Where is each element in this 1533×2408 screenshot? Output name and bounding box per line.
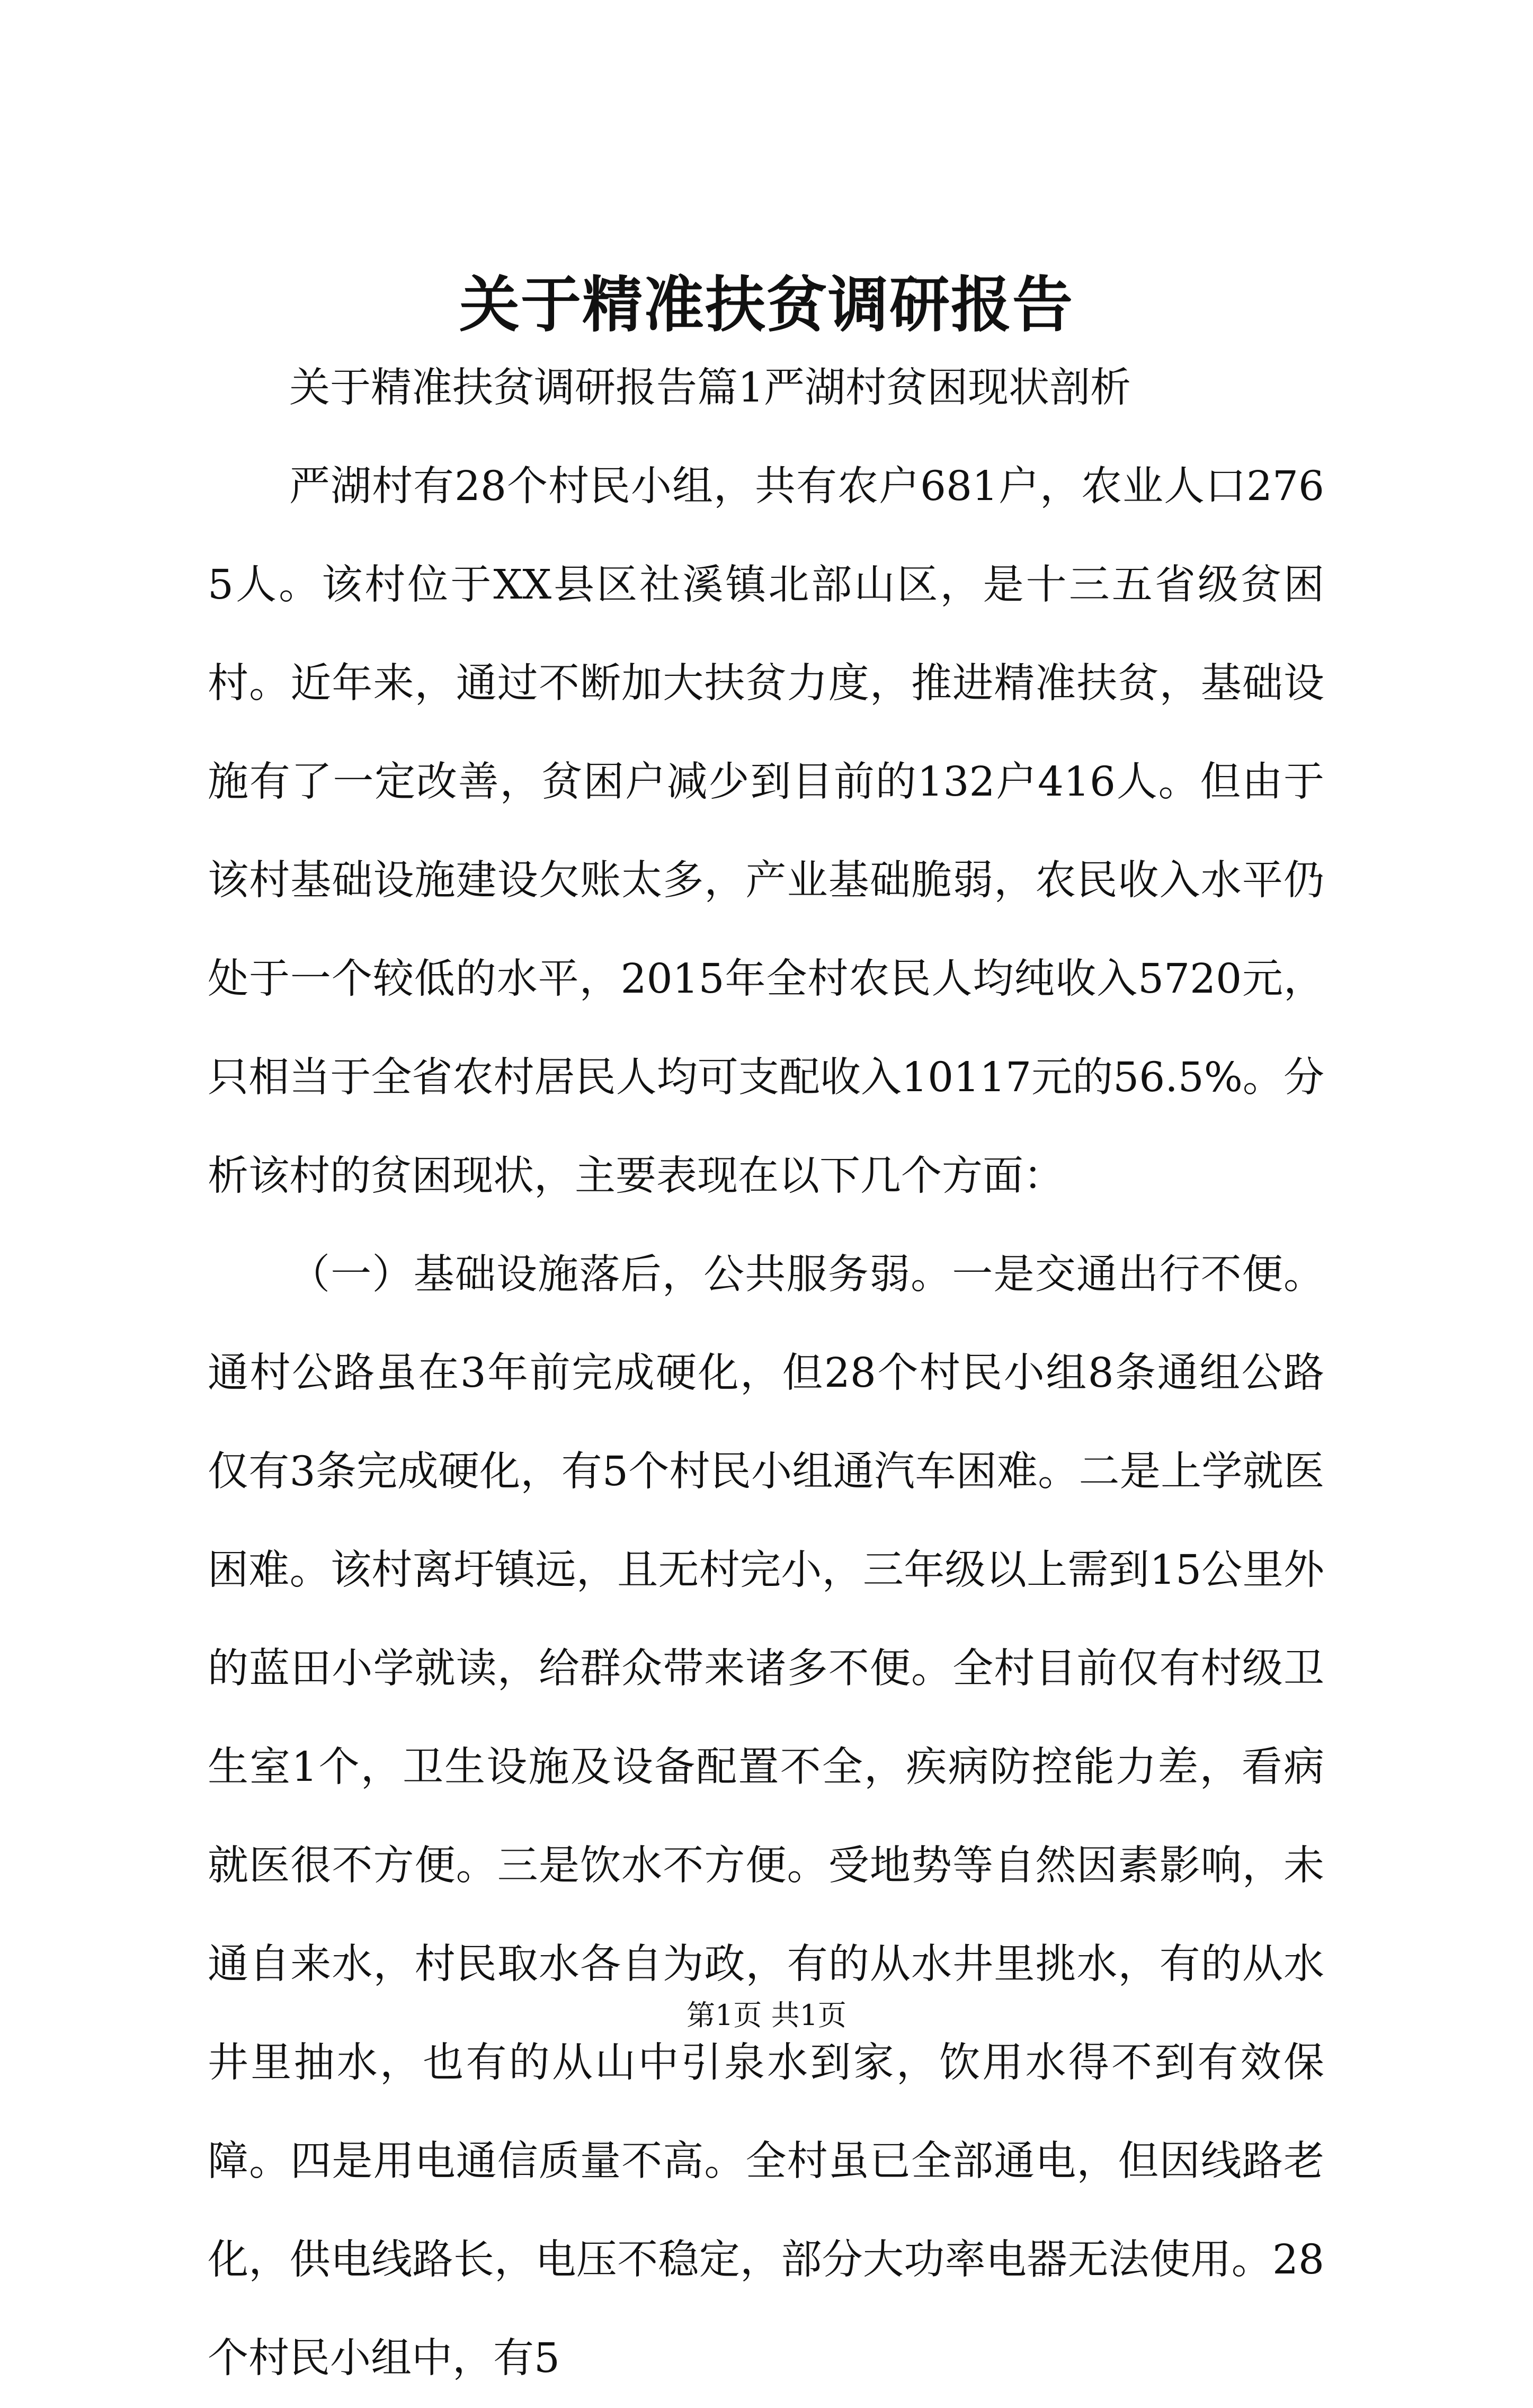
section-heading: 关于精准扶贫调研报告篇1严湖村贫困现状剖析 [289,364,1131,412]
document-title: 关于精准扶贫调研报告 [459,269,1074,340]
body-paragraph: （一）基础设施落后，公共服务弱。一是交通出行不便。通村公路虽在3年前完成硬化，但28个村民小组8条通组公路仅有3条完成硬化，有5个村民小组通汽车困难。二是上学就医困难。该村离圩镇远，且无村完小，三年级以上需到15公里外的蓝田小学就读，给群众带来诸多不便。全村目前仅有村级卫生室1个，卫生设施及设备配置不全，疾病防控能力差，看病就医很不方便。三是饮水不方便。受地势等自然因素影响，未通自来水，村民取水各自为政，有的从水井里挑水，有的从水井里抽水，也有的从山中引泉水到家，饮用水得不到有效保障。四是用电通信质量不高。全村虽已全部通电，但因线路老化，供电线路长，电压不稳定，部分大功率电器无法使用。28个村民小组中，有5 [208,1251,1324,2382]
body-paragraph: 严湖村有28个村民小组，共有农户681户，农业人口2765人。该村位于XX县区社溪镇北部山区，是十三五省级贫困村。近年来，通过不断加大扶贫力度，推进精准扶贫，基础设施有了一定改善，贫困户减少到目前的132户416人。但由于该村基础设施建设欠账太多，产业基础脆弱，农民收入水平仍处于一个较低的水平，2015年全村农民人均纯收入5720元，只相当于全省农村居民人均可支配收入10117元的56.5%。分析该村的贫困现状，主要表现在以下几个方面： [208,463,1324,1200]
document-body [208,339,1324,2408]
page-footer: 第1页 共1页 [687,1999,846,2032]
